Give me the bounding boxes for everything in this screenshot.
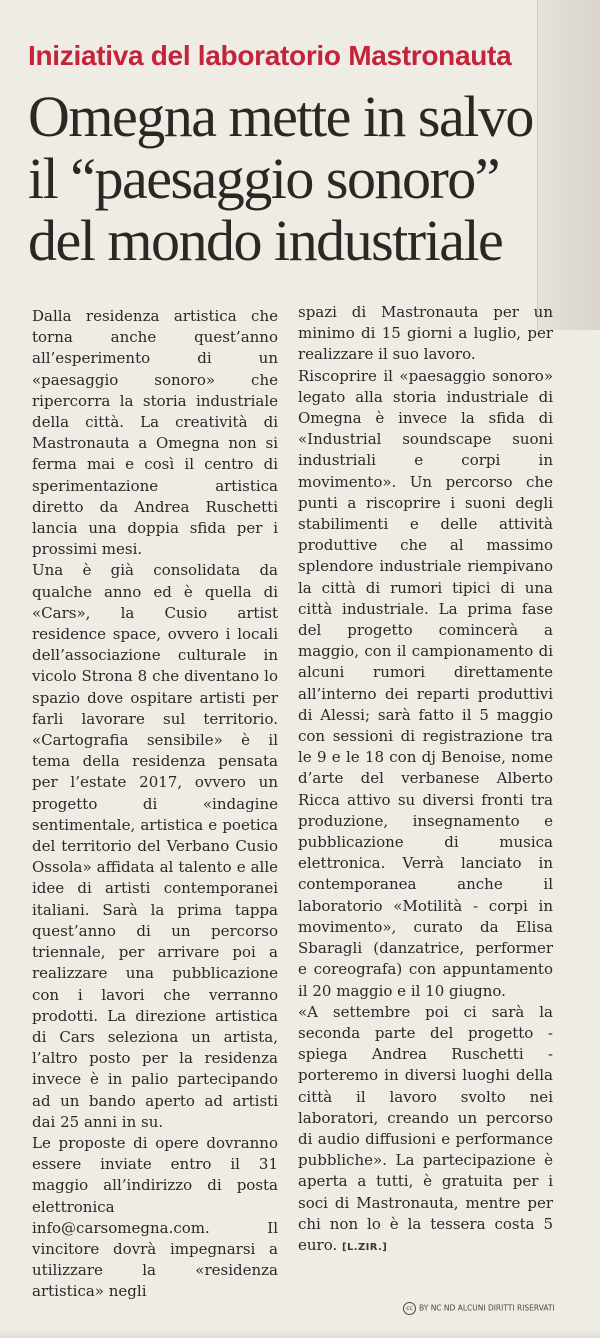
article-paragraph-6: [298, 1002, 553, 1258]
license-text: BY NC ND ALCUNI DIRITTI RISERVATI: [419, 1303, 555, 1313]
article-paragraph-6-text: «A settembre poi ci sarà la seconda parte del progetto - spiega Andrea Ruschetti - porteremo in diversi luoghi della città il lavoro svolto nei laboratori, creando un percorso di audio diffusioni e performance pubbliche». La partecipazione è aperta a tutti, è gratuita per i soci di Mastronauta, mentre per chi non lo è la tessera costa 5 euro.: [298, 1002, 553, 1254]
article-paragraph-2: Una è già consolidata da qualche anno ed è quella di «Cars», la Cusio artist residence space, ovvero i locali dell’associazione culturale in vicolo Strona 8 che diventano lo spazio dove ospitare artisti per farli lavorare sul territorio. «Cartografia sensibile» è il tema della residenza pensata per l’estate 2017, ovvero un progetto di «indagine sentimentale, artistica e poetica del territorio del Verbano Cusio Ossola» affidata al talento e alle idee di artisti contemporanei italiani. Sarà la prima tappa quest’anno di un percorso triennale, per arrivare poi a realizzare una pubblicazione con i lavori che verranno prodotti. La direzione artistica di Cars seleziona un artista, l’altro posto per la residenza invece è in palio partecipando ad un bando aperto ad artisti dai 25 anni in su.: [32, 561, 278, 1131]
headline-line-1: Omegna mette in salvo: [28, 84, 533, 149]
headline: [28, 86, 568, 272]
article-paragraph-4: spazi di Mastronauta per un minimo di 15 giorni a luglio, per realizzare il suo lavoro.: [298, 303, 553, 364]
license-footer: [403, 1302, 555, 1315]
article-paragraph-1: Dalla residenza artistica che torna anche quest’anno all’esperimento di un «paesaggio sonoro» che ripercorra la storia industriale della città. La creatività di Mastronauta a Omegna non si ferma mai e così il centro di sperimentazione artistica diretto da Andrea Ruschetti lancia una doppia sfida per i prossimi mesi.: [32, 307, 278, 559]
kicker: Iniziativa del laboratorio Mastronauta: [28, 40, 512, 71]
headline-line-3: del mondo industriale: [28, 208, 503, 273]
article-column-left: [32, 306, 278, 1303]
article-paragraph-5: Riscoprire il «paesaggio sonoro» legato alla storia industriale di Omegna è invece la sfida di «Industrial soundscape suoni industriali e corpi in movimento». Un percorso che punti a riscoprire i suoni degli stabilimenti e delle attività produttive che al massimo splendore industriale riempivano la città di rumori tipici di una città industriale. La prima fase del progetto comincerà a maggio, con il campionamento di alcuni rumori direttamente all’interno dei reparti produttivi di Alessi; sarà fatto il 5 maggio con sessioni di registrazione tra le 9 e le 18 con dj Benoise, nome d’arte del verbanese Alberto Ricca attivo su diversi fronti tra produzione, insegnamento e pubblicazione di musica elettronica. Verrà lanciato in contemporanea anche il laboratorio «Motilità - corpi in movimento», curato da Elisa Sbaragli (danzatrice, performer e coreografa) con appuntamento il 20 maggio e il 10 giugno.: [298, 366, 553, 1000]
page-edge-shade: [0, 1328, 600, 1338]
creative-commons-icon: cc: [403, 1302, 416, 1315]
headline-line-2: il “paesaggio sonoro”: [28, 146, 500, 211]
article-column-right: [298, 302, 553, 1258]
author-signature: [L.ZIR.]: [342, 1241, 388, 1253]
article-paragraph-3: Le proposte di opere dovranno essere inviate entro il 31 maggio all’indirizzo di posta elettronica info@carsomegna.com. Il vincitore dovrà impegnarsi a utilizzare la «residenza artistica» negli: [32, 1133, 278, 1301]
